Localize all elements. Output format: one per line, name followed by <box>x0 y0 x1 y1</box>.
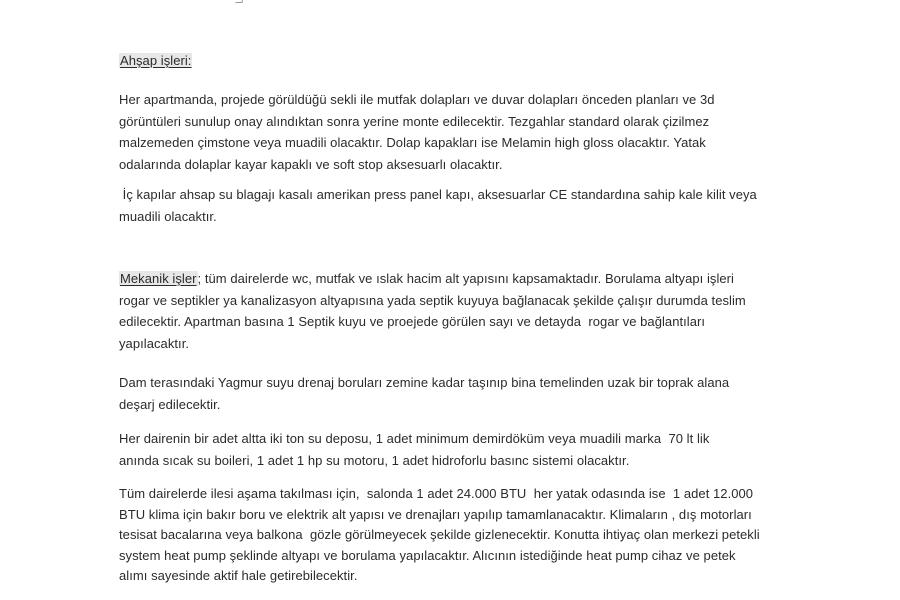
text-line: Her dairenin bir adet altta iki ton su deposu, 1 adet minimum demirdöküm veya muadili marka 70 lt lik <box>119 431 710 446</box>
text-line: Her apartmanda, projede görüldüğü sekli ile mutfak dolapları ve duvar dolapları önceden planları ve 3d <box>119 92 715 107</box>
text-line: anında sıcak su boileri, 1 adet 1 hp su motoru, 1 adet hidroforlu basınc sistemi olacaktır. <box>119 452 630 468</box>
section-heading-ahsap <box>119 50 785 72</box>
text-line: muadili olacaktır. <box>119 208 217 224</box>
paragraph-mekanik-intro <box>119 268 785 354</box>
text-line: rogar ve septikler ya kanalizasyon altyapısına yada septik kuyuya bağlanacak şekilde çalışır durumda teslim <box>119 292 746 308</box>
text-line: Dam terasındaki Yagmur suyu drenaj boruları zemine kadar taşınıp bina temelinden uzak bir toprak alana <box>119 375 730 390</box>
paragraph-mekanik-1 <box>119 372 785 415</box>
section-heading-mekanik: Mekanik işler <box>120 271 197 286</box>
text-line: alımı sayesinde aktif hale getirebilecektir. <box>119 568 358 583</box>
text-line: görüntüleri sunulup onay alındıktan sonra yerine monte edilecektir. Tezgahlar standard olarak çizilmez <box>119 113 710 129</box>
heading-text: Ahşap işleri: <box>120 53 192 68</box>
text-line: BTU klima için bakır boru ve elektrik alt yapısı ve drenajları yapılıp tamamlanacaktır. Klimaların , dış motorları <box>119 506 752 522</box>
text-line: yapılacaktır. <box>119 335 190 351</box>
paragraph-ahsap-1 <box>119 89 785 175</box>
paragraph-ahsap-2 <box>119 184 785 227</box>
cropped-glyph-fragment <box>235 0 243 3</box>
text-line: tesisat bacalarına veya balkona gözle görülmeyecek şekilde gizlenecektir. Konutta ihtiyaç olan merkezi petekli <box>119 527 760 542</box>
heading-suffix-text: ; tüm dairelerde wc, mutfak ve ıslak hacim alt yapısını kapsamaktadır. Borulama altyapı işleri <box>197 271 734 286</box>
text-line: İç kapılar ahsap su blagajı kasalı amerikan press panel kapı, aksesuarlar CE standardına sahip kale kilit veya <box>119 187 757 202</box>
text-line: Tüm dairelerde ilesi aşama takılması için, salonda 1 adet 24.000 BTU her yatak odasında ise 1 adet 12.000 <box>119 486 754 501</box>
text-line: system heat pump şeklinde altyapı ve borulama yapılacaktır. Alıcının istediğinde heat pump cihaz ve petek <box>119 547 736 563</box>
paragraph-mekanik-2 <box>119 428 785 471</box>
text-line: deşarj edilecektir. <box>119 396 221 412</box>
text-line: odalarında dolaplar kayar kapaklı ve soft stop aksesuarlı olacaktır. <box>119 156 503 172</box>
text-line: malzemeden çimstone veya muadili olacaktır. Dolap kapakları ise Melamin high gloss olacaktır. Yatak <box>119 135 706 150</box>
text-line: edilecektir. Apartman basına 1 Septik kuyu ve proejede görülen sayı ve detayda rogar ve bağlantıları <box>119 314 706 329</box>
paragraph-mekanik-3 <box>119 484 785 587</box>
